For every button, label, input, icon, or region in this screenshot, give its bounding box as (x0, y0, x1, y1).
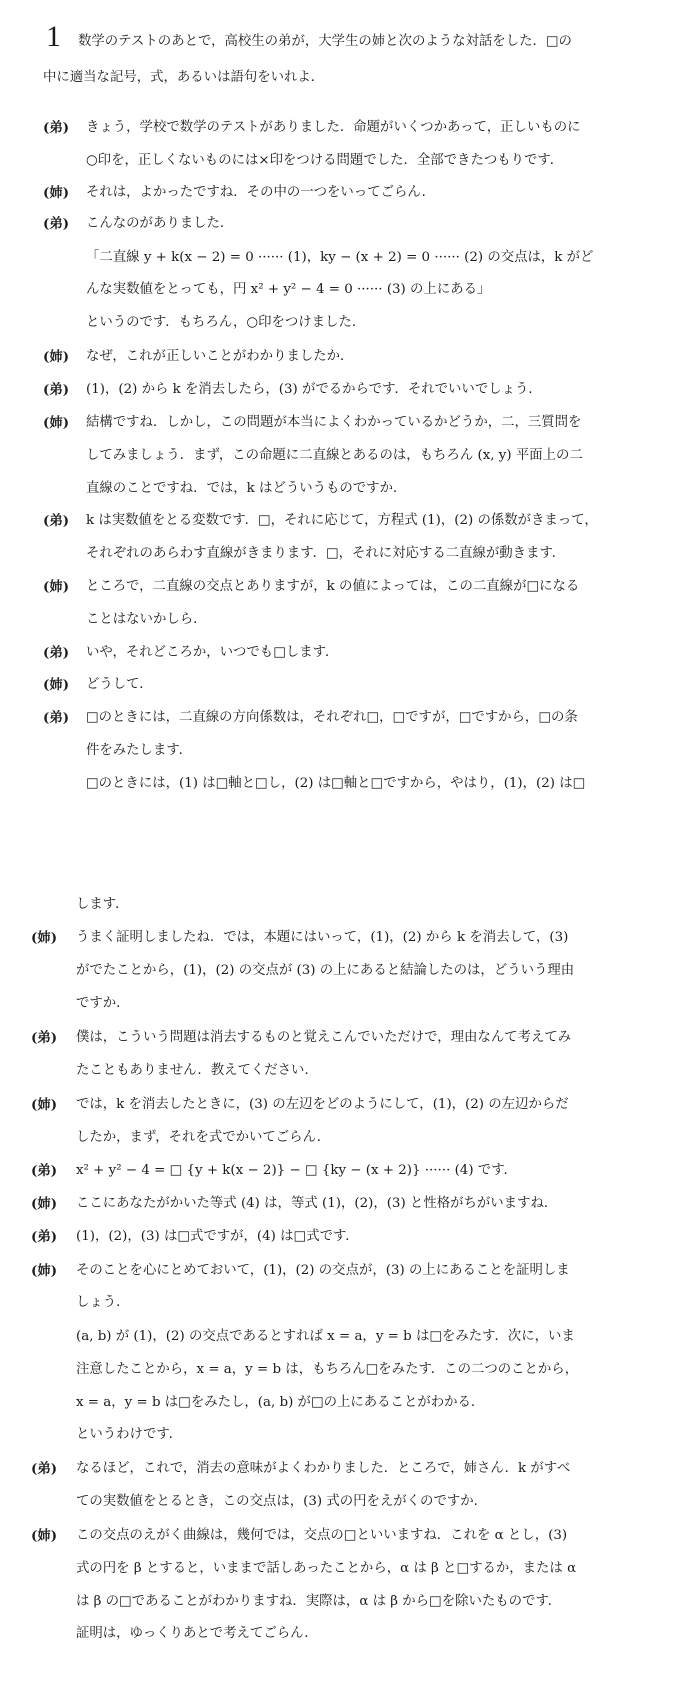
dialogue-line: □のときには，(1) は□軸と□し，(2) は□軸と□ですから，やはり，(1)，(2) は□ (86, 776, 586, 791)
dialogue-line: しょう． (76, 1295, 130, 1310)
speaker-label: (弟) (31, 1030, 58, 1046)
speaker-label: (姉) (43, 349, 70, 365)
speaker-label: (弟) (31, 1461, 58, 1477)
speaker-label: (弟) (43, 645, 70, 661)
dialogue-line: 件をみたします． (86, 743, 193, 758)
dialogue-line: ですか． (76, 996, 130, 1011)
dialogue-line: 僕は，こういう問題は消去するものと覚えこんでいただけで，理由なんて考えてみ (76, 1030, 572, 1045)
dialogue-line: うまく証明しましたね．では，本題にはいって，(1)，(2) から k を消去して，(3) (76, 930, 569, 945)
speaker-label: (弟) (31, 1163, 58, 1179)
dialogue-line: この交点のえがく曲線は，幾何では，交点の□といいますね．これを α とし，(3) (76, 1528, 568, 1543)
dialogue-line: (1)，(2) から k を消去したら，(3) がでるからです．それでいいでしょう． (86, 382, 542, 397)
speaker-label: (姉) (31, 1196, 58, 1212)
speaker-label: (姉) (31, 930, 58, 946)
dialogue-line: ところで，二直線の交点とありますが，k の値によっては，この二直線が□になる (86, 579, 580, 594)
dialogue-line: いや，それどころか，いつでも□します． (86, 645, 339, 660)
speaker-label: (弟) (43, 216, 70, 232)
dialogue-line: 結構ですね．しかし，この問題が本当によくわかっているかどうか，二，三質問を (86, 415, 582, 430)
speaker-label: (姉) (31, 1528, 58, 1544)
dialogue-line: (1)，(2)，(3) は□式ですが，(4) は□式です． (76, 1229, 359, 1244)
dialogue-line: x = a，y = b は□をみたし，(a, b) が□の上にあることがわかる． (76, 1395, 485, 1410)
intro-line-1: 数学のテストのあとで，高校生の弟が，大学生の姉と次のような対話をした．□の (78, 34, 572, 49)
dialogue-line: □のときには，二直線の方向係数は，それぞれ□，□ですが，□ですから，□の条 (86, 710, 578, 725)
dialogue-line: k は実数値をとる変数です．□，それに応じて，方程式 (1)，(2) の係数がきまって， (86, 513, 598, 528)
dialogue-line: そのことを心にとめておいて，(1)，(2) の交点が，(3) の上にあることを証明しま (76, 1263, 570, 1278)
dialogue-line: どうして． (86, 677, 153, 692)
speaker-label: (弟) (43, 513, 70, 529)
dialogue-line: 直線のことですね．では，k はどういうものですか． (86, 481, 407, 496)
speaker-label: (弟) (31, 1229, 58, 1245)
dialogue-line: ○印を，正しくないものには×印をつける問題でした．全部できたつもりです． (86, 153, 564, 168)
speaker-label: (姉) (31, 1097, 58, 1113)
speaker-label: (弟) (43, 120, 70, 136)
dialogue-line: では，k を消去したときに，(3) の左辺をどのようにして，(1)，(2) の左辺からだ (76, 1097, 569, 1112)
dialogue-line: なぜ，これが正しいことがわかりましたか． (86, 349, 354, 364)
dialogue-line: したか，まず，それを式でかいてごらん． (76, 1130, 331, 1145)
dialogue-line: それぞれのあらわす直線がきまります．□，それに対応する二直線が動きます． (86, 546, 566, 561)
dialogue-line: こんなのがありました． (86, 216, 234, 231)
dialogue-line: んな実数値をとっても，円 x² + y² − 4 = 0 ······ (3) の上にある」 (86, 282, 491, 297)
dialogue-line: たこともありません．教えてください． (76, 1063, 318, 1078)
dialogue-line: 式の円を β とすると，いままで話しあったことから，α は β と□するか，または α (76, 1561, 577, 1576)
speaker-label: (姉) (43, 579, 70, 595)
speaker-label: (弟) (43, 710, 70, 726)
dialogue-line: がでたことから，(1)，(2) の交点が (3) の上にあると結論したのは，どういう理由 (76, 963, 575, 978)
dialogue-line: 証明は，ゆっくりあとで考えてごらん． (76, 1626, 318, 1641)
dialogue-line: それは，よかったですね．その中の一つをいってごらん． (86, 185, 435, 200)
speaker-label: (姉) (31, 1263, 58, 1279)
speaker-label: (姉) (43, 415, 70, 431)
intro-line-2: 中に適当な記号，式，あるいは語句をいれよ． (43, 70, 325, 85)
speaker-label: (姉) (43, 677, 70, 693)
dialogue-line: ことはないかしら． (86, 612, 207, 627)
dialogue-line: なるほど，これで，消去の意味がよくわかりました．ところで，姉さん．k がすべ (76, 1461, 571, 1476)
dialogue-line: は β の□であることがわかりますね．実際は，α は β から□を除いたものです． (76, 1594, 562, 1609)
dialogue-line: というわけです． (76, 1427, 183, 1442)
speaker-label: (姉) (43, 185, 70, 201)
dialogue-line: というのです．もちろん，○印をつけました． (86, 315, 366, 330)
dialogue-line: してみましょう．まず，この命題に二直線とあるのは，もちろん (x, y) 平面上の二 (86, 448, 583, 463)
speaker-label: (弟) (43, 382, 70, 398)
dialogue-line: します． (76, 897, 129, 912)
dialogue-line: (a, b) が (1)，(2) の交点であるとすれば x = a，y = b は□をみたす．次に，いま (76, 1329, 575, 1344)
dialogue-line: ての実数値をとるとき，この交点は，(3) 式の円をえがくのですか． (76, 1494, 488, 1509)
dialogue-line: きょう，学校で数学のテストがありました．命題がいくつかあって，正しいものに (86, 120, 581, 135)
dialogue-line: ここにあなたがかいた等式 (4) は，等式 (1)，(2)，(3) と性格がちがいますね． (76, 1196, 558, 1211)
dialogue-line: 「二直線 y + k(x − 2) = 0 ······ (1)，ky − (x + 2) = 0 ······ (2) の交点は，k がど (86, 250, 594, 265)
dialogue-line: x² + y² − 4 = □ {y + k(x − 2)} − □ {ky − (x + 2)} ······ (4) です． (76, 1163, 517, 1178)
dialogue-line: 注意したことから，x = a，y = b は，もちろん□をみたす．この二つのことから， (76, 1362, 579, 1377)
problem-number: 1 (46, 20, 61, 53)
